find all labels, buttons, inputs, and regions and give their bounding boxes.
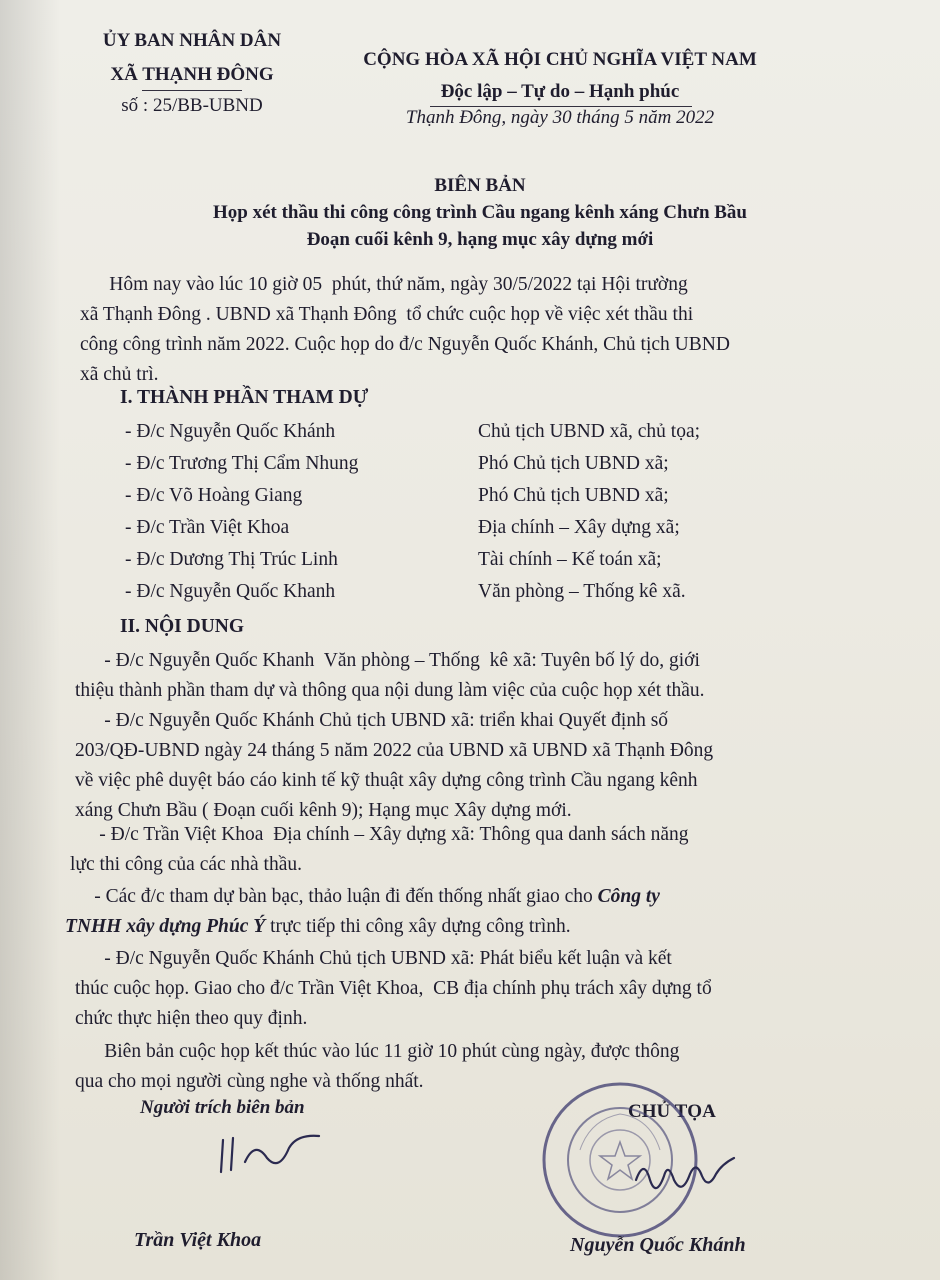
intro-line: công công trình năm 2022. Cuộc họp do đ/c Nguyễn Quốc Khánh, Chủ tịch UBND <box>80 334 730 355</box>
attendee-role: Văn phòng – Thống kê xã. <box>478 581 686 602</box>
attendee-role: Địa chính – Xây dựng xã; <box>478 517 680 538</box>
content-line: - Đ/c Nguyễn Quốc Khánh Chủ tịch UBND xã: Phát biểu kết luận và kết <box>75 948 672 969</box>
intro-line: xã Thạnh Đông . UBND xã Thạnh Đông tổ chức cuộc họp về việc xét thầu thi <box>80 304 694 325</box>
attendee-name: - Đ/c Dương Thị Trúc Linh <box>125 549 338 570</box>
contractor-text: trực tiếp thi công xây dựng công trình. <box>265 916 571 937</box>
content-line: - Đ/c Nguyễn Quốc Khanh Văn phòng – Thống kê xã: Tuyên bố lý do, giới <box>75 650 700 671</box>
document-subtitle-1: Họp xét thầu thi công công trình Cầu ngang kênh xáng Chưn Bầu <box>212 202 748 223</box>
attendee-role: Phó Chủ tịch UBND xã; <box>478 485 669 506</box>
attendee-role: Tài chính – Kế toán xã; <box>478 549 662 570</box>
content-item-5 <box>75 944 712 1034</box>
content-item-4 <box>65 882 660 942</box>
attendee-name: - Đ/c Trương Thị Cẩm Nhung <box>125 453 359 474</box>
contractor-company: TNHH xây dựng Phúc Ý <box>65 916 266 937</box>
content-line: chức thực hiện theo quy định. <box>75 1008 308 1029</box>
attendee-role: Chủ tịch UBND xã, chủ tọa; <box>478 421 701 442</box>
content-item-2 <box>75 706 713 826</box>
content-line <box>65 912 660 942</box>
contractor-text: - Các đ/c tham dự bàn bạc, thảo luận đi đến thống nhất giao cho <box>65 886 598 907</box>
contractor-company: Công ty <box>597 886 660 907</box>
content-line: 203/QĐ-UBND ngày 24 tháng 5 năm 2022 của UBND xã UBND xã Thạnh Đông <box>75 740 714 761</box>
document-number: số : 25/BB-UBND <box>121 95 263 116</box>
attendee-name: - Đ/c Nguyễn Quốc Khanh <box>125 581 336 602</box>
signer-left-title: Người trích biên bản <box>140 1097 305 1118</box>
signer-right-name: Nguyễn Quốc Khánh <box>570 1234 746 1256</box>
national-title: CỘNG HÒA XÃ HỘI CHỦ NGHĨA VIỆT NAM <box>363 49 757 70</box>
content-line: - Đ/c Nguyễn Quốc Khánh Chủ tịch UBND xã: triển khai Quyết định số <box>75 710 669 731</box>
section-heading-attendees: I. THÀNH PHẦN THAM DỰ <box>120 387 369 408</box>
signer-left-name: Trần Việt Khoa <box>134 1229 262 1251</box>
intro-line: Hôm nay vào lúc 10 giờ 05 phút, thứ năm, ngày 30/5/2022 tại Hội trường <box>80 274 688 295</box>
closing-line: qua cho mọi người cùng nghe và thống nhất. <box>75 1071 424 1092</box>
place-date: Thạnh Đông, ngày 30 tháng 5 năm 2022 <box>405 107 715 128</box>
national-motto: Độc lập – Tự do – Hạnh phúc <box>440 81 680 102</box>
closing-line: Biên bản cuộc họp kết thúc vào lúc 11 giờ 10 phút cùng ngày, được thông <box>75 1041 680 1062</box>
content-item-3 <box>70 820 689 880</box>
org-name-line1: ỦY BAN NHÂN DÂN <box>102 30 282 51</box>
document-title: BIÊN BẢN <box>434 175 526 196</box>
content-line: về việc phê duyệt báo cáo kinh tế kỹ thuật xây dựng công trình Cầu ngang kênh <box>75 770 698 791</box>
signer-right-title: CHỦ TỌA <box>628 1101 716 1122</box>
attendee-name: - Đ/c Trần Việt Khoa <box>125 517 290 538</box>
content-line: thúc cuộc họp. Giao cho đ/c Trần Việt Khoa, CB địa chính phụ trách xây dựng tổ <box>75 978 712 999</box>
content-line <box>65 882 660 912</box>
content-item-1 <box>75 646 705 706</box>
attendee-name: - Đ/c Nguyễn Quốc Khánh <box>125 421 336 442</box>
attendee-role: Phó Chủ tịch UBND xã; <box>478 453 669 474</box>
content-line: thiệu thành phần tham dự và thông qua nội dung làm việc của cuộc họp xét thầu. <box>75 680 705 701</box>
org-underline <box>142 90 242 91</box>
section-heading-content: II. NỘI DUNG <box>120 616 245 637</box>
attendee-name: - Đ/c Võ Hoàng Giang <box>125 485 303 506</box>
content-line: xáng Chưn Bầu ( Đoạn cuối kênh 9); Hạng mục Xây dựng mới. <box>75 800 572 821</box>
signature-right-icon <box>630 1150 740 1200</box>
content-line: lực thi công của các nhà thầu. <box>70 854 303 875</box>
org-name-line2: XÃ THẠNH ĐÔNG <box>110 64 274 85</box>
content-line: - Đ/c Trần Việt Khoa Địa chính – Xây dựng xã: Thông qua danh sách năng <box>70 824 689 845</box>
intro-line: xã chủ trì. <box>80 364 159 385</box>
signature-left-icon <box>215 1130 325 1180</box>
document-subtitle-2: Đoạn cuối kênh 9, hạng mục xây dựng mới <box>306 229 654 250</box>
intro-paragraph <box>80 270 730 390</box>
